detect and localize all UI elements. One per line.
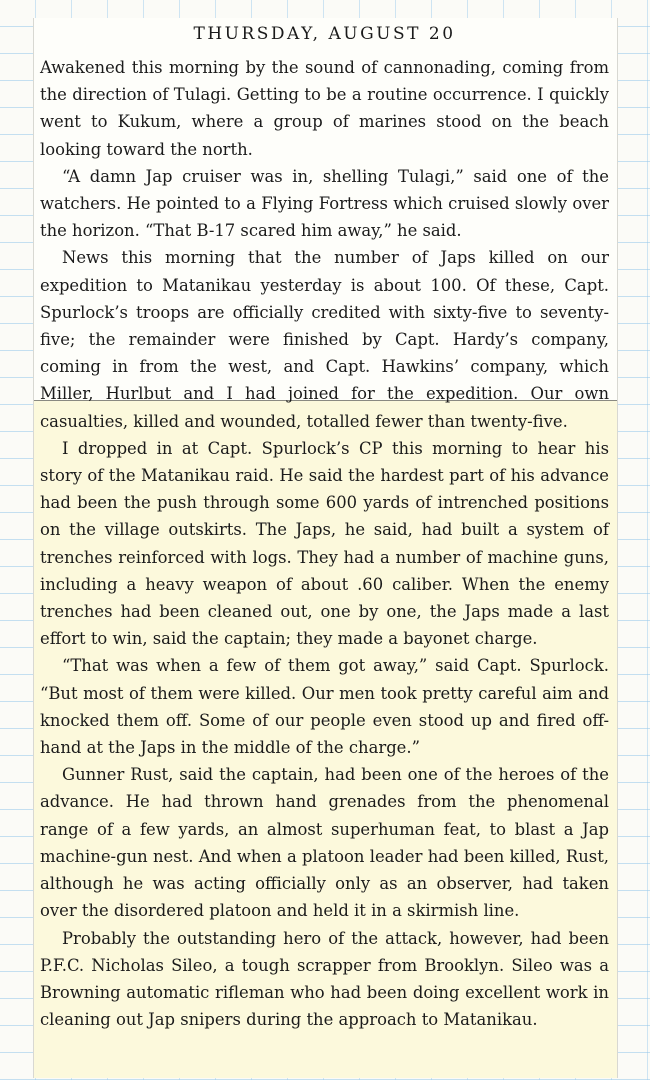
paragraph: News this morning that the number of Japs killed on our expedition to Matanikau yesterday is about 100. Of these, Capt. Spurlock’s troops are officially credited with sixty-five to seventy-five; the remainder were finished by Capt. Hardy’s company, coming in from the west, and Capt. Hawkins’ company, which Miller, Hurlbut and I had joined for the expedition. Our own casualties, killed and wounded, totalled fewer than twenty-five.: [40, 248, 609, 431]
book-page-clipping: [33, 18, 618, 1078]
paragraph: I dropped in at Capt. Spurlock’s CP this morning to hear his story of the Matanikau raid. He said the hardest part of his advance had been the push through some 600 yards of intrenched positions on the village outskirts. The Japs, he said, had built a system of trenches reinforced with logs. They had a number of machine guns, including a heavy weapon of about .60 caliber. When the enemy trenches had been cleaned out, one by one, the Japs made a last effort to win, said the captain; they made a bayonet charge.: [40, 438, 609, 649]
paragraph: Gunner Rust, said the captain, had been one of the heroes of the advance. He had thrown hand grenades from the phenomenal range of a few yards, an almost superhuman feat, to blast a Jap machine-gun nest. And when a platoon leader had been killed, Rust, although he was acting officially only as an observer, had taken over the disordered platoon and held it in a skirmish line.: [40, 765, 609, 921]
paragraph: Probably the outstanding hero of the attack, however, had been P.F.C. Nicholas Sileo, a tough scrapper from Brooklyn. Sileo was a Browning automatic rifleman who had been doing excellent work in cleaning out Jap snipers during the approach to Matanikau.: [40, 928, 609, 1030]
paragraph: Awakened this morning by the sound of cannonading, coming from the direction of Tulagi. Getting to be a routine occurrence. I quickly went to Kukum, where a group of marines stood on the beach looking toward the north.: [40, 58, 609, 159]
page-heading: THURSDAY, AUGUST 20: [193, 24, 456, 44]
paragraph: “That was when a few of them got away,” said Capt. Spurlock. “But most of them were killed. Our men took pretty careful aim and knocked them off. Some of our people even stood up and fired off-hand at the Japs in the middle of the charge.”: [40, 656, 609, 758]
page-body: [40, 54, 609, 1033]
paragraph: “A damn Jap cruiser was in, shelling Tulagi,” said one of the watchers. He pointed to a Flying Fortress which cruised slowly over the horizon. “That B-17 scared him away,” he said.: [40, 166, 609, 241]
